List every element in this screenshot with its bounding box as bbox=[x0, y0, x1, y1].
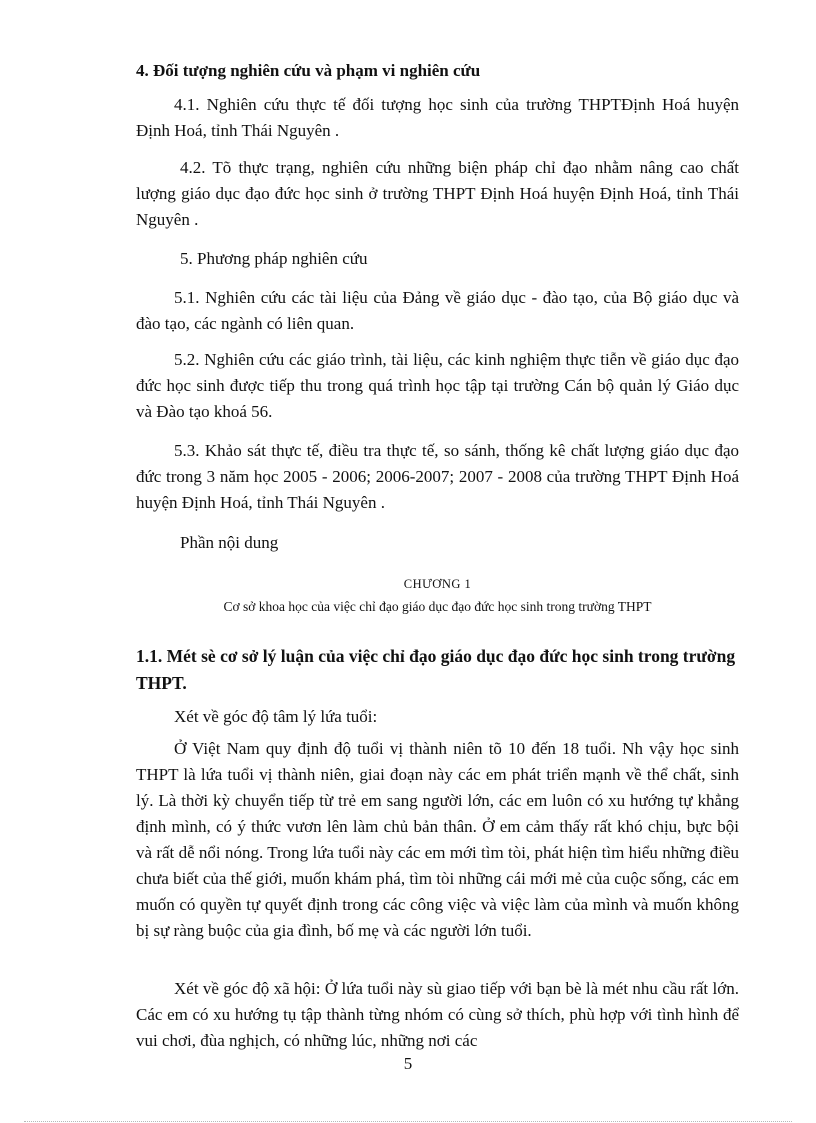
paragraph-4-1: 4.1. Nghiên cứu thực tế đối tượng học sinh của trường THPTĐịnh Hoá huyện Định Hoá, tỉnh Thái Nguyên . bbox=[136, 95, 739, 140]
heading-section-5: 5. Phương pháp nghiên cứu bbox=[180, 249, 368, 268]
part-title: Phần nội dung bbox=[180, 533, 279, 552]
page-bottom-divider bbox=[24, 1121, 792, 1122]
page-number: 5 bbox=[403, 1054, 413, 1073]
social-perspective-paragraph: Xét về góc độ xã hội: Ở lứa tuổi này sù giao tiếp với bạn bè là mét nhu cầu rất lớn. Các em có xu hướng tụ tập thành từng nhóm có cùng sở thích, phù hợp với tình hình để vui chơi, đùa nghịch, có những lúc, những nơi các bbox=[136, 979, 739, 1050]
age-perspective-paragraph: Ở Việt Nam quy định độ tuổi vị thành niên tõ 10 đến 18 tuổi. Nh vậy học sinh THPT là lứa tuổi vị thành niên, giai đoạn này các em phát triển mạnh về thể chất, sinh lý. Là thời kỳ chuyển tiếp từ trẻ em sang người lớn, các em luôn có xu hướng tự khẳng định mình, có ý thức vươn lên làm chủ bản thân. Ở em cảm thấy rất khó chịu, bực bội và rất dễ nổi nóng. Trong lứa tuổi này các em mới tìm tòi, phát hiện tìm hiểu những điều chưa biết của thế giới, muốn khám phá, tìm tòi những cái mới mẻ của cuộc sống, các em muốn có quyền tự quyết định trong các công việc và việc làm của mình và muốn không bị sự ràng buộc của gia đình, bố mẹ và các người lớn tuổi. bbox=[136, 739, 739, 940]
heading-section-4: 4. Đối tượng nghiên cứu và phạm vi nghiên cứu bbox=[136, 61, 481, 80]
age-perspective-title: Xét về góc độ tâm lý lứa tuổi: bbox=[174, 707, 378, 726]
paragraph-5-1: 5.1. Nghiên cứu các tài liệu của Đảng về giáo dục - đào tạo, của Bộ giáo dục và đào tạo, các ngành có liên quan. bbox=[136, 288, 739, 333]
chapter-title: Cơ sở khoa học của việc chỉ đạo giáo dục đạo đức học sinh trong trường THPT bbox=[223, 599, 652, 614]
paragraph-5-2: 5.2. Nghiên cứu các giáo trình, tài liệu, các kinh nghiệm thực tiễn về giáo dục đạo đức học sinh được tiếp thu trong quá trình học tập tại trường Cán bộ quản lý Giáo dục và Đào tạo khoá 56. bbox=[136, 350, 739, 421]
paragraph-4-2: 4.2. Tõ thực trạng, nghiên cứu những biện pháp chỉ đạo nhằm nâng cao chất lượng giáo dục đạo đức học sinh ở trường THPT Định Hoá huyện Định Hoá, tỉnh Thái Nguyên . bbox=[136, 158, 739, 229]
chapter-label: CHƯƠNG 1 bbox=[403, 577, 472, 591]
heading-1-1: 1.1. Mét sè cơ sở lý luận của việc chỉ đạo giáo dục đạo đức học sinh trong trường THPT. bbox=[136, 646, 736, 693]
paragraph-5-3: 5.3. Khảo sát thực tế, điều tra thực tế, so sánh, thống kê chất lượng giáo dục đạo đức trong 3 năm học 2005 - 2006; 2006-2007; 2007 - 2008 của trường THPT Định Hoá huyện Định Hoá, tỉnh Thái Nguyên . bbox=[136, 441, 739, 512]
